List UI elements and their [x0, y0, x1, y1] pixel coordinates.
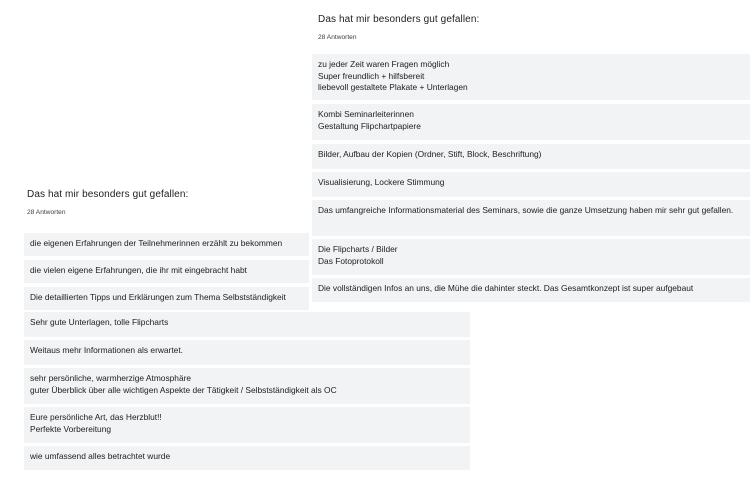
answer-item: wie umfassend alles betrachtet wurde: [24, 446, 470, 470]
question-title: Das hat mir besonders gut gefallen:: [318, 14, 480, 25]
answer-item: Kombi Seminarleiterinnen Gestaltung Flipchartpapiere: [312, 104, 750, 140]
answer-item: Die Flipcharts / Bilder Das Fotoprotokoll: [312, 239, 750, 275]
answer-item: Das umfangreiche Informationsmaterial des Seminars, sowie die ganze Umsetzung haben mir sehr gut gefallen.: [312, 200, 750, 236]
answer-item: Die detaillierten Tipps und Erklärungen zum Thema Selbstständigkeit: [24, 287, 309, 310]
answer-item: Visualisierung, Lockere Stimmung: [312, 172, 750, 197]
answer-item: die vielen eigene Erfahrungen, die ihr mit eingebracht habt: [24, 260, 309, 283]
answer-item: die eigenen Erfahrungen der Teilnehmerinnen erzählt zu bekommen: [24, 233, 309, 256]
question-title: Das hat mir besonders gut gefallen:: [27, 189, 189, 200]
answer-item: Eure persönliche Art, das Herzblut!! Perfekte Vorbereitung: [24, 407, 470, 443]
response-count: 28 Antworten: [318, 34, 357, 41]
answer-item: Sehr gute Unterlagen, tolle Flipcharts: [24, 312, 470, 337]
answer-item: zu jeder Zeit waren Fragen möglich Super freundlich + hilfsbereit liebevoll gestaltete Plakate + Unterlagen: [312, 54, 750, 100]
answer-item: Die vollständigen Infos an uns, die Mühe die dahinter steckt. Das Gesamtkonzept ist super aufgebaut: [312, 278, 750, 302]
answer-item: Bilder, Aufbau der Kopien (Ordner, Stift, Block, Beschriftung): [312, 144, 750, 169]
answer-item: sehr persönliche, warmherzige Atmosphäre guter Überblick über alle wichtigen Aspekte der Tätigkeit / Selbstständigkeit als OC: [24, 368, 470, 404]
answer-item: Weitaus mehr Informationen als erwartet.: [24, 340, 470, 365]
response-count: 28 Antworten: [27, 209, 66, 216]
